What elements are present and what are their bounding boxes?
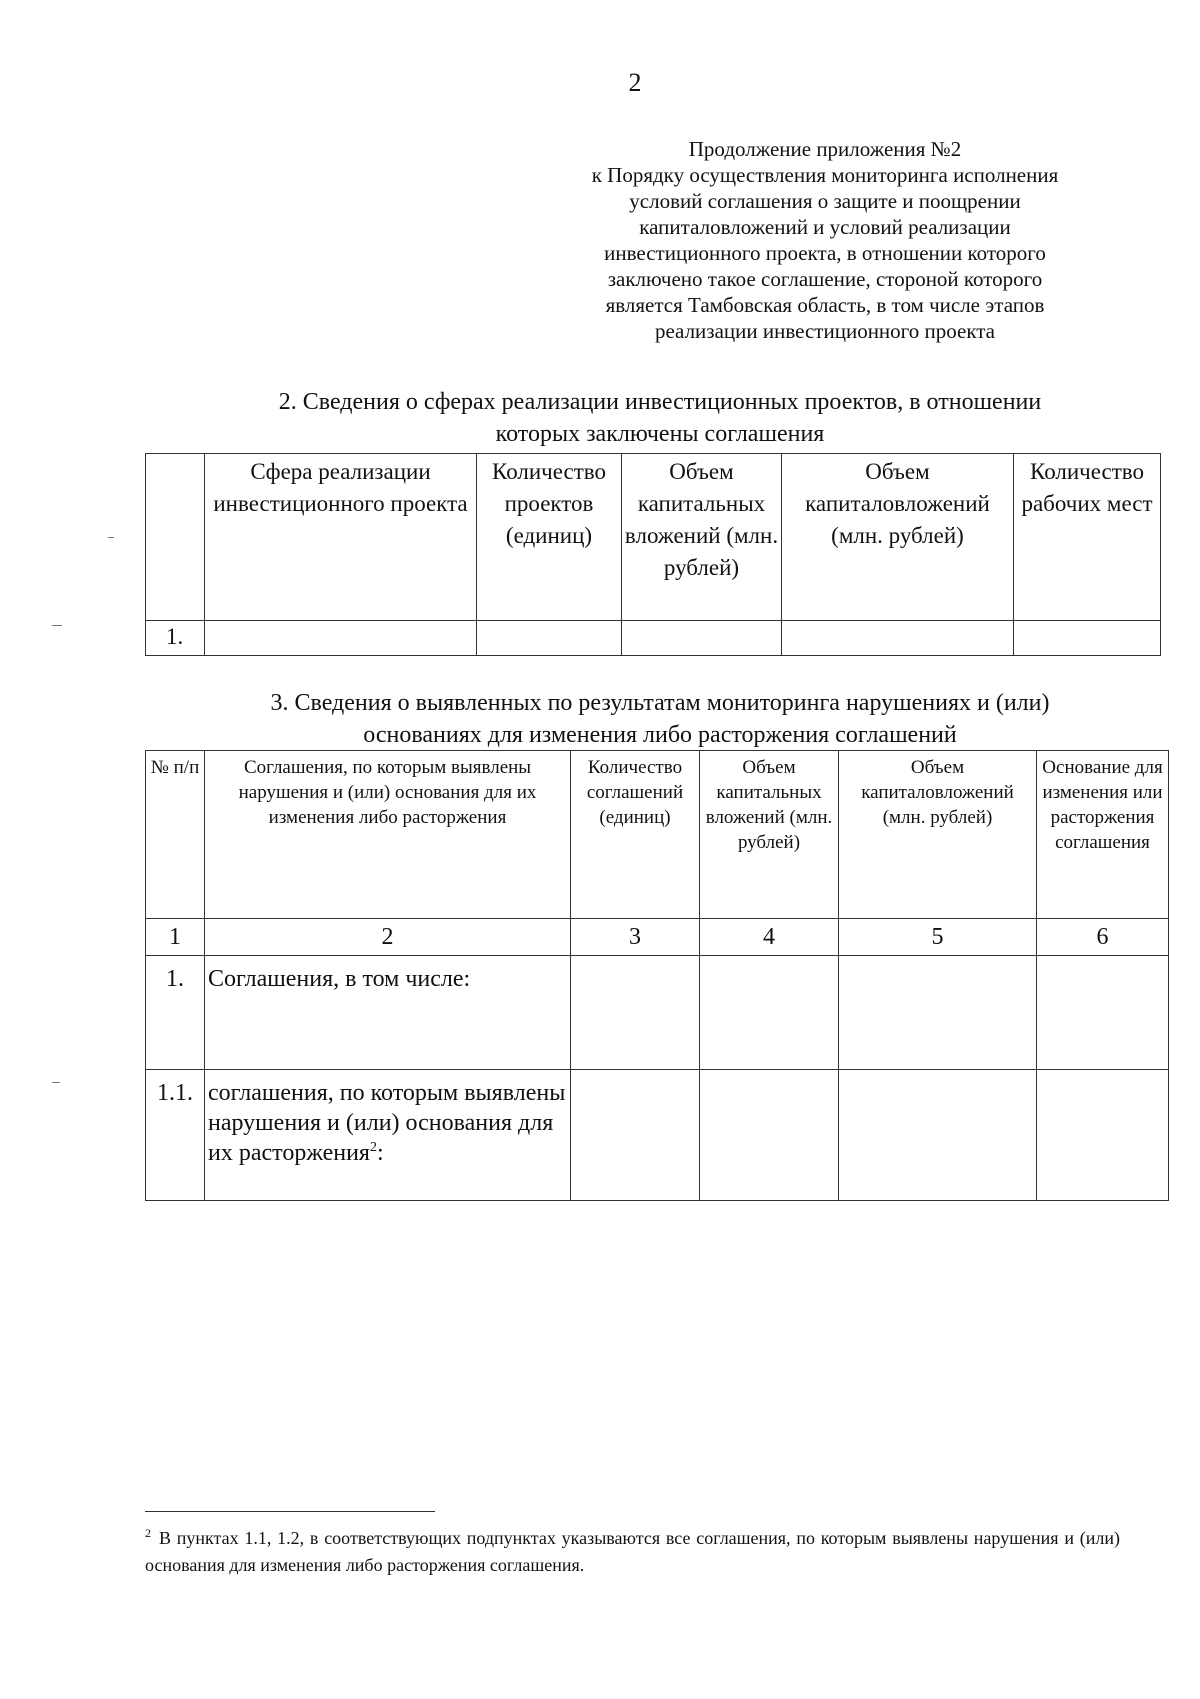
section-2-title-line: которых заключены соглашения (495, 421, 825, 447)
footnote-reference[interactable]: 2 (369, 1140, 377, 1155)
row-description: Соглашения, в том числе: (205, 956, 571, 1070)
table-cell (839, 1070, 1037, 1201)
scan-speck (52, 625, 62, 626)
annex-header-line: капиталовложений и условий реализации (639, 215, 1011, 239)
footnote-separator (145, 1511, 435, 1512)
section-2-title-line: 2. Сведения о сферах реализации инвестиционных проектов, в отношении (278, 389, 1042, 415)
column-header-project-count: Количество проектов (единиц) (477, 454, 622, 621)
section-3-title-line: 3. Сведения о выявленных по результатам мониторинга нарушениях и (или) (270, 690, 1050, 716)
table-cell (477, 621, 622, 656)
table-row (146, 1070, 1169, 1201)
section-3-title (140, 687, 1180, 751)
column-number: 4 (700, 919, 839, 956)
table-cell (622, 621, 782, 656)
footnote-mark: 2 (145, 1526, 151, 1540)
table-header-row (146, 751, 1169, 919)
annex-header-line: реализации инвестиционного проекта (654, 319, 996, 343)
annex-header-line: является Тамбовская область, в том числе этапов (605, 293, 1045, 317)
annex-header (545, 136, 1105, 344)
violations-table (145, 750, 1169, 1201)
column-number: 3 (571, 919, 700, 956)
column-header-capital-investment-volume: Объем капиталовложений (млн. рублей) (839, 751, 1037, 919)
column-number: 2 (205, 919, 571, 956)
column-header-jobs: Количество рабочих мест (1014, 454, 1161, 621)
column-number: 1 (146, 919, 205, 956)
table-cell (700, 1070, 839, 1201)
table-cell: 1. (146, 621, 205, 656)
annex-header-line: к Порядку осуществления мониторинга исполнения (591, 163, 1059, 187)
row-description (205, 1070, 571, 1201)
column-header-agreements: Соглашения, по которым выявлены нарушения и (или) основания для их изменения либо расторжения (205, 751, 571, 919)
column-number: 6 (1037, 919, 1169, 956)
section-2-title (140, 386, 1180, 450)
table-cell (205, 621, 477, 656)
footnote-text: В пунктах 1.1, 1.2, в соответствующих подпунктах указываются все соглашения, по которым выявлены нарушения и (или) основания для изменения либо расторжения соглашения. (145, 1528, 1120, 1575)
footnote (145, 1525, 1120, 1579)
column-number-row (146, 919, 1169, 956)
column-header-agreement-count: Количество соглашений (единиц) (571, 751, 700, 919)
column-number: 5 (839, 919, 1037, 956)
row-description-text: соглашения, по которым выявлены нарушения и (или) основания для их расторжения (208, 1080, 566, 1166)
annex-header-line: Продолжение приложения №2 (688, 137, 962, 161)
table-cell (571, 956, 700, 1070)
spheres-table (145, 453, 1161, 656)
table-row (146, 621, 1161, 656)
table-cell (1014, 621, 1161, 656)
row-number: 1. (146, 956, 205, 1070)
table-cell (1037, 1070, 1169, 1201)
column-header-blank (146, 454, 205, 621)
table-cell (1037, 956, 1169, 1070)
scan-speck (108, 537, 114, 538)
column-header-capital-investments: Объем капитальных вложений (млн. рублей) (622, 454, 782, 621)
annex-header-line: инвестиционного проекта, в отношении которого (604, 241, 1046, 265)
table-cell (700, 956, 839, 1070)
table-row (146, 956, 1169, 1070)
row-description-suffix: : (376, 1140, 384, 1166)
annex-header-line: условий соглашения о защите и поощрении (629, 189, 1021, 213)
table-header-row (146, 454, 1161, 621)
table-cell (782, 621, 1014, 656)
column-header-sphere: Сфера реализации инвестиционного проекта (205, 454, 477, 621)
column-header-termination-grounds: Основание для изменения или расторжения соглашения (1037, 751, 1169, 919)
column-header-capital-investments: Объем капитальных вложений (млн. рублей) (700, 751, 839, 919)
page-number: 2 (628, 68, 642, 97)
annex-header-line: заключено такое соглашение, стороной которого (607, 267, 1043, 291)
row-number: 1.1. (146, 1070, 205, 1201)
column-header-capital-investment-volume: Объем капиталовложений (млн. рублей) (782, 454, 1014, 621)
column-header-item-number: № п/п (146, 751, 205, 919)
scan-speck (52, 1082, 60, 1083)
table-cell (839, 956, 1037, 1070)
section-3-title-line: основаниях для изменения либо расторжения соглашений (363, 722, 957, 748)
table-cell (571, 1070, 700, 1201)
